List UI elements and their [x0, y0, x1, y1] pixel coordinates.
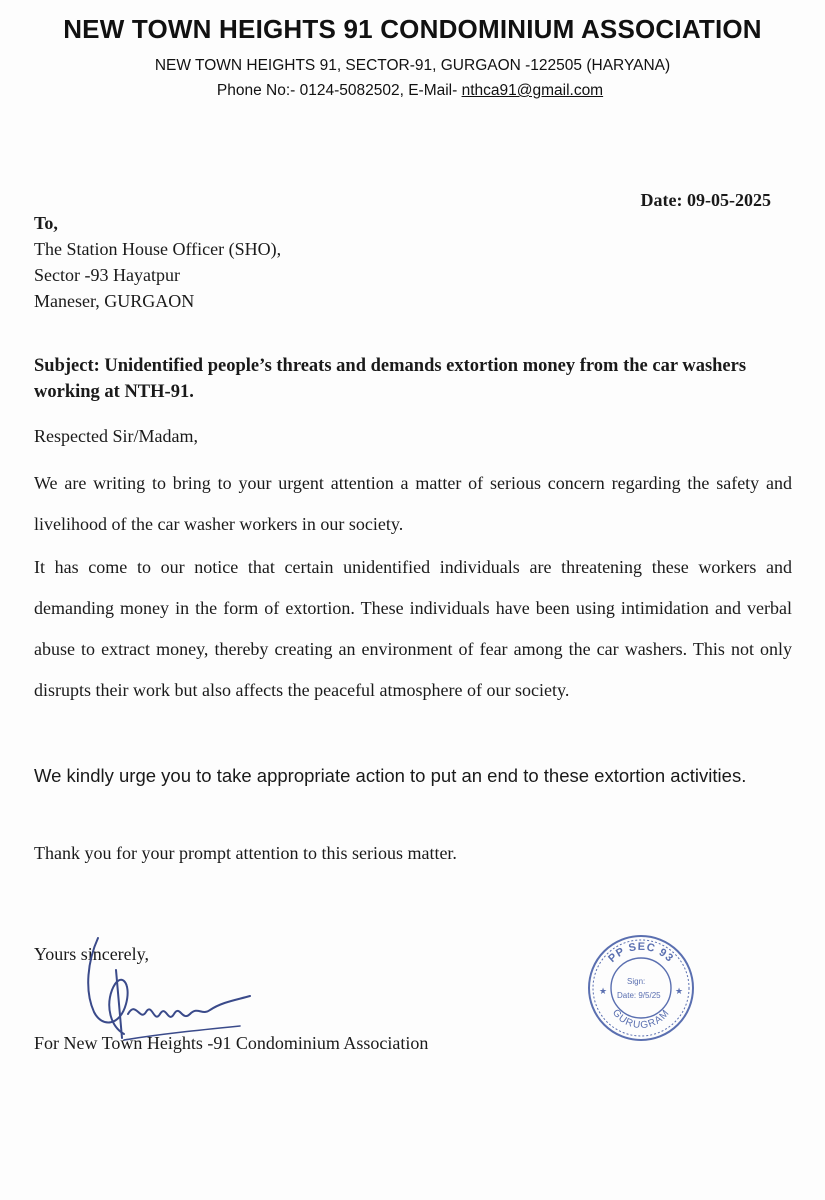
body-paragraph-3: We kindly urge you to take appropriate action to put an end to these extortion activities.: [34, 765, 747, 786]
salutation: Respected Sir/Madam,: [34, 426, 198, 446]
letter-date: Date: 09-05-2025: [640, 190, 771, 210]
stamp-inner-line-2: Date: 9/5/25: [617, 991, 661, 1000]
signatory: For New Town Heights -91 Condominium Association: [34, 1033, 429, 1053]
to-label: To,: [34, 213, 58, 233]
svg-text:GURUGRAM: [610, 1007, 672, 1031]
body-paragraph-1: We are writing to bring to your urgent attention a matter of serious concern regarding the safety and livelihood of the car washer workers in our society.: [34, 473, 792, 534]
stamp-star-left-icon: ★: [599, 986, 608, 996]
stamp-inner-line-1: Sign:: [627, 977, 646, 986]
recipient-line-1: The Station House Officer (SHO),: [34, 239, 282, 259]
letterhead-address: NEW TOWN HEIGHTS 91, SECTOR-91, GURGAON -122505 (HARYANA): [154, 57, 671, 74]
svg-text:PP SEC 93: [606, 941, 676, 965]
stamp-top-text: PP SEC 93: [606, 940, 676, 965]
recipient-line-2: Sector -93 Hayatpur: [34, 265, 180, 285]
stamp-star-right-icon: ★: [675, 986, 684, 996]
letterhead-email: nthca91@gmail.com: [461, 82, 604, 99]
letterhead-title: NEW TOWN HEIGHTS 91 CONDOMINIUM ASSOCIATION: [63, 14, 762, 44]
body-paragraph-2: It has come to our notice that certain unidentified individuals are threatening these workers and demanding money in the form of extortion. These individuals have been using intimidation and verbal abuse to extract money, thereby creating an environment of fear among the car washers. This not only disrupts their work but also affects the peaceful atmosphere of our society.: [34, 557, 792, 700]
recipient-block: [34, 210, 281, 314]
closing: Yours sincerely,: [34, 944, 149, 964]
letterhead-contact: [170, 82, 650, 100]
stamp-bottom-text: GURUGRAM: [609, 1007, 673, 1032]
police-station-stamp: [585, 932, 697, 1044]
recipient-line-3: Maneser, GURGAON: [34, 291, 195, 311]
letter-subject: Subject: Unidentified people’s threats and demands extortion money from the car washers working at NTH-91.: [34, 356, 747, 402]
letterhead-phone: Phone No:- 0124-5082502, E-Mail-: [216, 82, 462, 99]
body-paragraph-4: Thank you for your prompt attention to this serious matter.: [34, 843, 457, 863]
